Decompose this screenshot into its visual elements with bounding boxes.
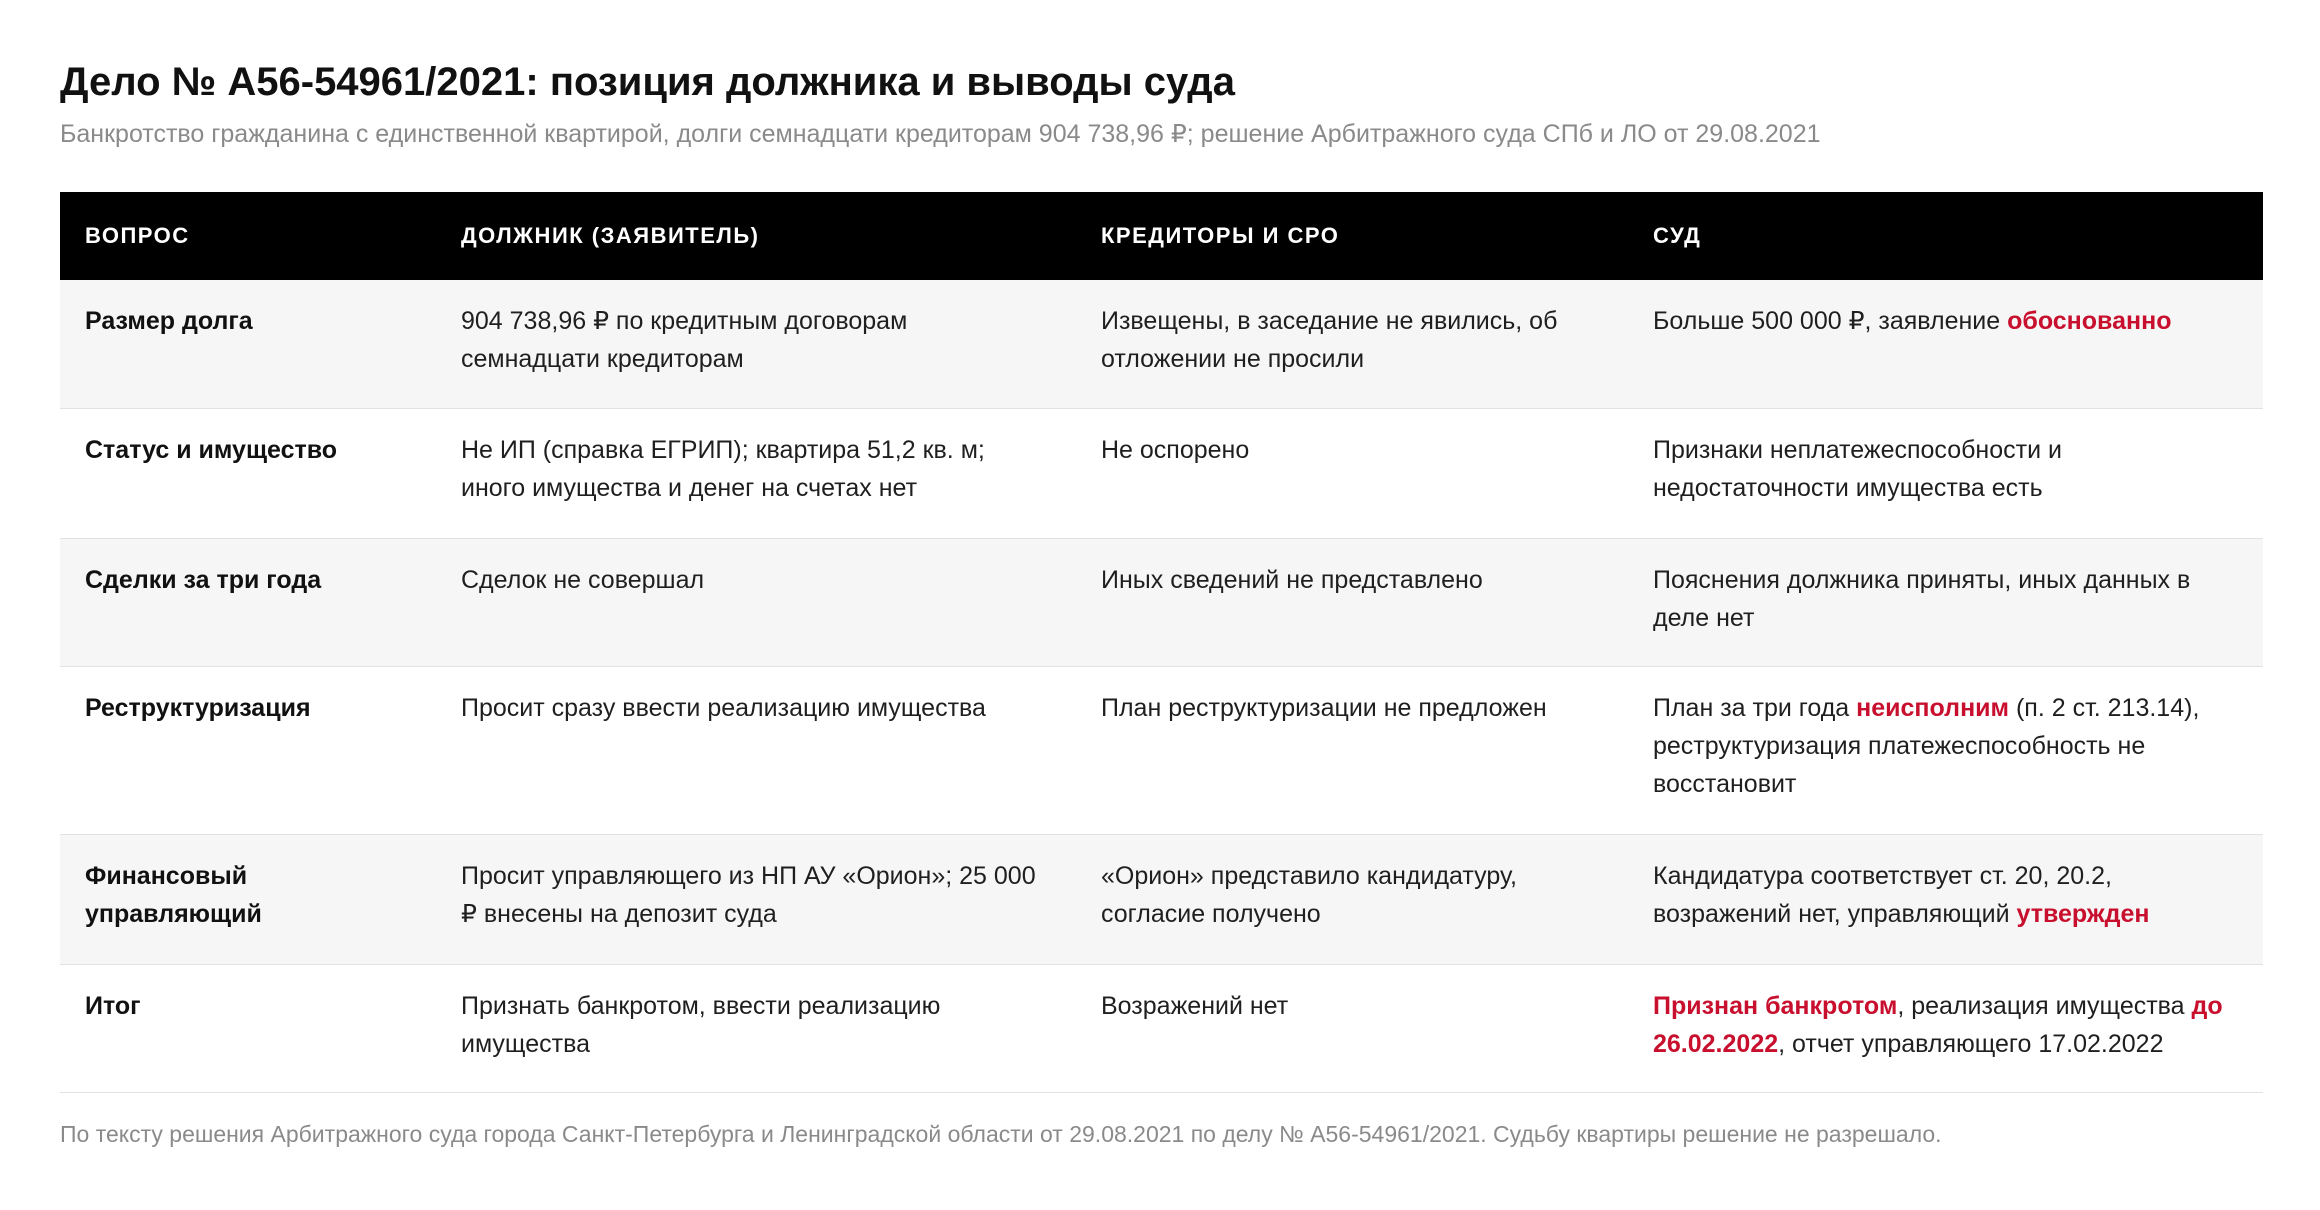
court-text: План за три года bbox=[1653, 693, 1857, 722]
cell-creditors: План реструктуризации не предложен bbox=[1076, 666, 1628, 834]
cell-court: Признаки неплатежеспособности и недостаточности имущества есть bbox=[1628, 408, 2263, 538]
cell-court: Пояснения должника приняты, иных данных в деле нет bbox=[1628, 538, 2263, 666]
header-question: ВОПРОС bbox=[60, 192, 436, 280]
cell-court bbox=[1628, 964, 2263, 1092]
table-row-status-property bbox=[60, 408, 2263, 538]
footnote: По тексту решения Арбитражного суда города Санкт-Петербурга и Ленинградской области от 29.08.2021 по делу № А56-54961/2021. Судьбу квартиры решение не разрешало. bbox=[60, 1120, 1942, 1147]
cell-court bbox=[1628, 834, 2263, 964]
table-row-financial-manager bbox=[60, 834, 2263, 964]
cell-debtor: Не ИП (справка ЕГРИП); квартира 51,2 кв. м; иного имущества и денег на счетах нет bbox=[436, 408, 1076, 538]
header-court: СУД bbox=[1628, 192, 2263, 280]
cell-debtor: Признать банкротом, ввести реализацию имущества bbox=[436, 964, 1076, 1092]
court-highlight-date: до 26.02.2022 bbox=[1653, 991, 2223, 1058]
cell-debtor: Просит сразу ввести реализацию имущества bbox=[436, 666, 1076, 834]
page-title: Дело № А56-54961/2021: позиция должника и выводы суда bbox=[60, 60, 1235, 104]
page-subtitle: Банкротство гражданина с единственной квартирой, долги семнадцати кредиторам 904 738,96 ₽; решение Арбитражного суда СПб и ЛО от 29.08.2021 bbox=[60, 120, 1821, 148]
court-text: , реализация имущества bbox=[1897, 991, 2192, 1020]
court-highlight: обоснованно bbox=[2007, 307, 2172, 335]
court-highlight: неисполним bbox=[1856, 693, 2010, 722]
table-row-restructuring bbox=[60, 666, 2263, 834]
header-creditors: КРЕДИТОРЫ И СРО bbox=[1076, 192, 1628, 280]
court-highlight: утвержден bbox=[2016, 899, 2150, 928]
cell-court bbox=[1628, 280, 2263, 408]
cell-creditors: Извещены, в заседание не явились, об отложении не просили bbox=[1076, 280, 1628, 408]
table-header bbox=[60, 192, 2263, 280]
cell-creditors: «Орион» представило кандидатуру, согласие получено bbox=[1076, 834, 1628, 964]
cell-question: Сделки за три года bbox=[60, 538, 436, 666]
header-debtor: ДОЛЖНИК (ЗАЯВИТЕЛЬ) bbox=[436, 192, 1076, 280]
table-row-debt-size bbox=[60, 280, 2263, 408]
table-row-outcome bbox=[60, 964, 2263, 1092]
court-text: Больше 500 000 ₽, заявление bbox=[1653, 307, 2008, 335]
court-text: Кандидатура соответствует ст. 20, 20.2, возражений нет, управляющий bbox=[1653, 861, 2112, 928]
court-text-after: , отчет управляющего 17.02.2022 bbox=[1778, 1029, 2164, 1058]
cell-question: Итог bbox=[60, 964, 436, 1092]
cell-question: Статус и имущество bbox=[60, 408, 436, 538]
cell-question: Размер долга bbox=[60, 280, 436, 408]
cell-debtor: 904 738,96 ₽ по кредитным договорам семнадцати кредиторам bbox=[436, 280, 1076, 408]
cell-question: Финансовый управляющий bbox=[60, 834, 436, 964]
cell-court bbox=[1628, 666, 2263, 834]
cell-creditors: Не оспорено bbox=[1076, 408, 1628, 538]
cell-creditors: Иных сведений не представлено bbox=[1076, 538, 1628, 666]
table-row-transactions bbox=[60, 538, 2263, 666]
cell-debtor: Просит управляющего из НП АУ «Орион»; 25 000 ₽ внесены на депозит суда bbox=[436, 834, 1076, 964]
court-highlight: Признан банкротом bbox=[1653, 991, 1898, 1020]
cell-creditors: Возражений нет bbox=[1076, 964, 1628, 1092]
case-table bbox=[60, 192, 2263, 1093]
cell-question: Реструктуризация bbox=[60, 666, 436, 834]
cell-debtor: Сделок не совершал bbox=[436, 538, 1076, 666]
court-text-after: (п. 2 ст. 213.14), реструктуризация платежеспособность не восстановит bbox=[1653, 693, 2200, 798]
